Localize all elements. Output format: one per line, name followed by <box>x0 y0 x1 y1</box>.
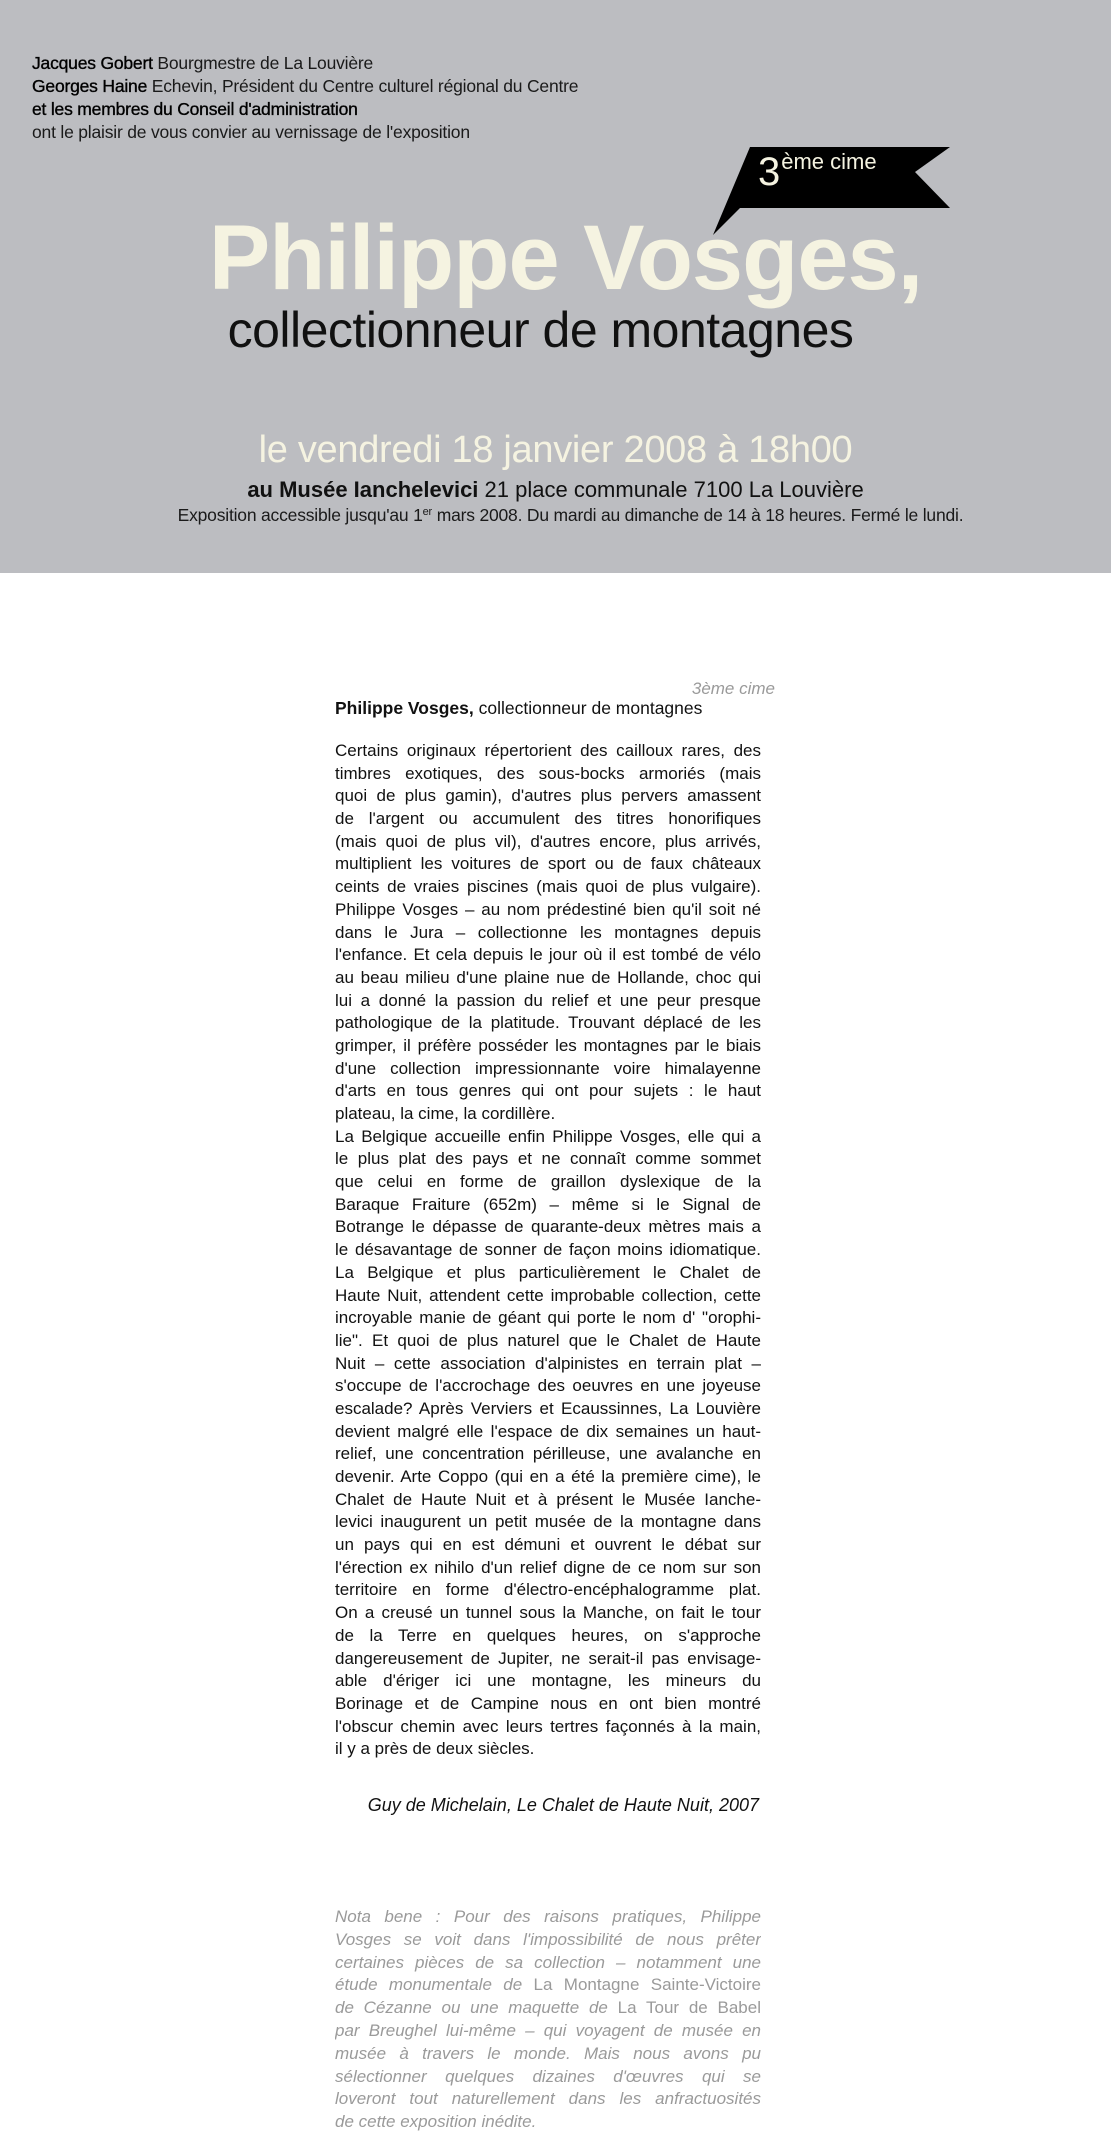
article-line: territoire en forme d'électro-encéphalogramme plat. <box>335 1580 761 1600</box>
event-venue <box>0 476 1111 504</box>
article-body <box>335 740 761 1761</box>
article-heading <box>335 697 702 719</box>
article-line: ceints de vraies piscines (mais quoi de plus vulgaire). <box>335 877 761 897</box>
article-line: lui a donné la passion du relief et une peur presque <box>335 990 761 1010</box>
article-line: l'obscur chemin avec leurs tertres façonnés à la main, <box>335 1716 761 1736</box>
invitation-text: ont le plaisir de vous convier au vernissage de l'exposition <box>32 122 470 142</box>
article-line: lie". Et quoi de plus naturel que le Chalet de Haute <box>335 1330 761 1350</box>
article-line: Nuit – cette association d'alpinistes en terrain plat – <box>335 1353 761 1373</box>
exhibition-subtitle: collectionneur de montagnes <box>227 302 854 358</box>
article-line: Chalet de Haute Nuit et à présent le Musée Ianche- <box>335 1489 761 1509</box>
nota-line: loveront tout naturellement dans les anfractuosités <box>335 2089 761 2109</box>
nota-text: étude monumentale de <box>335 1975 534 1995</box>
nota-line: par Breughel lui-même – qui voyagent de musée en <box>335 2020 761 2040</box>
article-line: au beau milieu d'une plaine nue de Hollande, choc qui <box>335 967 761 987</box>
access-sup: er <box>422 506 433 518</box>
host-role: Echevin, Président du Centre culturel régional du Centre <box>147 76 579 96</box>
nota-line <box>335 1974 761 1997</box>
article-line: s'occupe de l'accrochage des oeuvres en une joyeuse <box>335 1376 761 1396</box>
flag-label <box>758 149 877 194</box>
access-before: Exposition accessible jusqu'au 1 <box>177 505 423 525</box>
article-line: il y a près de deux siècles. <box>335 1739 535 1759</box>
article-line: pathologique de la platitude. Trouvant déplacé de les <box>335 1013 761 1033</box>
nota-bene <box>335 1906 761 2134</box>
host-line <box>32 75 578 98</box>
article-heading-rest: collectionneur de montagnes <box>473 698 703 718</box>
article-line: de l'argent ou accumulent des titres honorifiques <box>335 809 761 829</box>
article-line: timbres exotiques, des sous-bocks armoriés (mais <box>335 763 761 783</box>
access-info <box>0 503 1111 527</box>
nota-line: Nota bene : Pour des raisons pratiques, Philippe <box>335 1907 761 1926</box>
article-line: escalade? Après Verviers et Ecaussinnes, La Louvière <box>335 1398 761 1418</box>
host-name: Jacques Gobert <box>32 53 153 73</box>
nota-line: Vosges se voit dans l'impossibilité de nous prêter <box>335 1929 761 1949</box>
nota-line <box>335 1997 761 2020</box>
article-line: (mais quoi de plus vil), d'autres encore, plus arrivés, <box>335 831 761 851</box>
nota-line: certaines pièces de sa collection – notamment une <box>335 1952 761 1972</box>
article-line: Philippe Vosges – au nom prédestiné bien qu'il soit né <box>335 899 761 919</box>
article-line: On a creusé un tunnel sous la Manche, on fait le tour <box>335 1603 761 1623</box>
article-line: dangereusement de Jupiter, ne serait-il pas envisage- <box>335 1648 761 1668</box>
article-line: Baraque Fraiture (652m) – même si le Signal de <box>335 1194 761 1214</box>
host-line <box>32 98 578 121</box>
exhibition-title: Philippe Vosges, <box>208 207 923 309</box>
article-label: 3ème cime <box>691 679 775 698</box>
article-line: La Belgique accueille enfin Philippe Vosges, elle qui a <box>335 1126 761 1146</box>
artwork-title: La Tour de Babel <box>617 1998 761 2018</box>
article-line: le désavantage de sonner de façon moins idiomatique. <box>335 1240 761 1260</box>
article-line: grimper, il préfère posséder les montagnes par le biais <box>335 1035 761 1055</box>
article-line: plateau, la cime, la cordillère. <box>335 1104 556 1123</box>
host-name: Georges Haine <box>32 76 148 96</box>
flag-number: 3 <box>758 150 781 194</box>
article-line: Borinage et de Campine nous en ont bien montré <box>335 1693 761 1713</box>
nota-line: de cette exposition inédite. <box>335 2112 537 2132</box>
article-line: Certains originaux répertorient des cailloux rares, des <box>335 741 761 760</box>
article-line: dans le Jura – collectionne les montagnes depuis <box>335 922 761 942</box>
article-line: Haute Nuit, attendent cette improbable collection, cette <box>335 1285 761 1305</box>
event-date: le vendredi 18 janvier 2008 à 18h00 <box>258 429 853 471</box>
article-line: l'érection ex nihilo d'un relief digne de ce nom sur son <box>335 1557 761 1577</box>
nota-text: de Cézanne ou une maquette de <box>335 1998 618 2018</box>
host-role: Bourgmestre de La Louvière <box>152 53 374 73</box>
hosts-block <box>32 52 578 144</box>
article-line: quoi de plus gamin), d'autres plus pervers amassent <box>335 786 761 806</box>
article-line: Botrange le dépasse de quarante-deux mètres mais a <box>335 1217 761 1237</box>
article-line: l'enfance. Et cela depuis le jour où il est tombé de vélo <box>335 945 761 965</box>
article-line: de la Terre en quelques heures, on s'approche <box>335 1625 761 1645</box>
nota-line: musée à travers le monde. Mais nous avons pu <box>335 2043 761 2063</box>
article-line: un pays qui en est démuni et ouvrent le débat sur <box>335 1535 761 1555</box>
article-line: que celui en forme de graillon dyslexique de la <box>335 1172 761 1192</box>
article-line: devenir. Arte Coppo (qui en a été la première cime), le <box>335 1467 761 1486</box>
article-line: le plus plat des pays et ne connaît comme sommet <box>335 1149 761 1169</box>
article-line: relief, une concentration périlleuse, une avalanche en <box>335 1444 761 1464</box>
article-line: levici inaugurent un petit musée de la montagne dans <box>335 1512 761 1532</box>
article-signature: Guy de Michelain, Le Chalet de Haute Nuit, 2007 <box>367 1795 759 1815</box>
venue-name: au Musée Ianchelevici <box>247 477 479 502</box>
access-after: mars 2008. Du mardi au dimanche de 14 à 18 heures. Fermé le lundi. <box>432 505 964 525</box>
artwork-title: La Montagne Sainte-Victoire <box>533 1975 761 1995</box>
article-line: La Belgique et plus particulièrement le Chalet de <box>335 1262 761 1282</box>
article-line: d'arts en tous genres qui ont pour sujets : le haut <box>335 1081 761 1101</box>
host-name: et les membres du Conseil d'administration <box>32 99 358 119</box>
article-heading-bold: Philippe Vosges, <box>335 698 474 718</box>
host-line <box>32 52 578 75</box>
article-line: able d'ériger ici une montagne, les mineurs du <box>335 1671 761 1691</box>
article-line: devient malgré elle l'espace de dix semaines un haut- <box>335 1421 761 1441</box>
article-line: multiplient les voitures de sport ou de faux châteaux <box>335 854 761 874</box>
flag-suffix: ème cime <box>781 149 877 174</box>
nota-line: sélectionner quelques dizaines d'œuvres qui se <box>335 2066 761 2086</box>
article-line: d'une collection impressionnante voire himalayenne <box>335 1058 761 1078</box>
article-line: incroyable manie de géant qui porte le nom d' "orophi- <box>335 1308 761 1328</box>
venue-address: 21 place communale 7100 La Louvière <box>478 477 864 502</box>
